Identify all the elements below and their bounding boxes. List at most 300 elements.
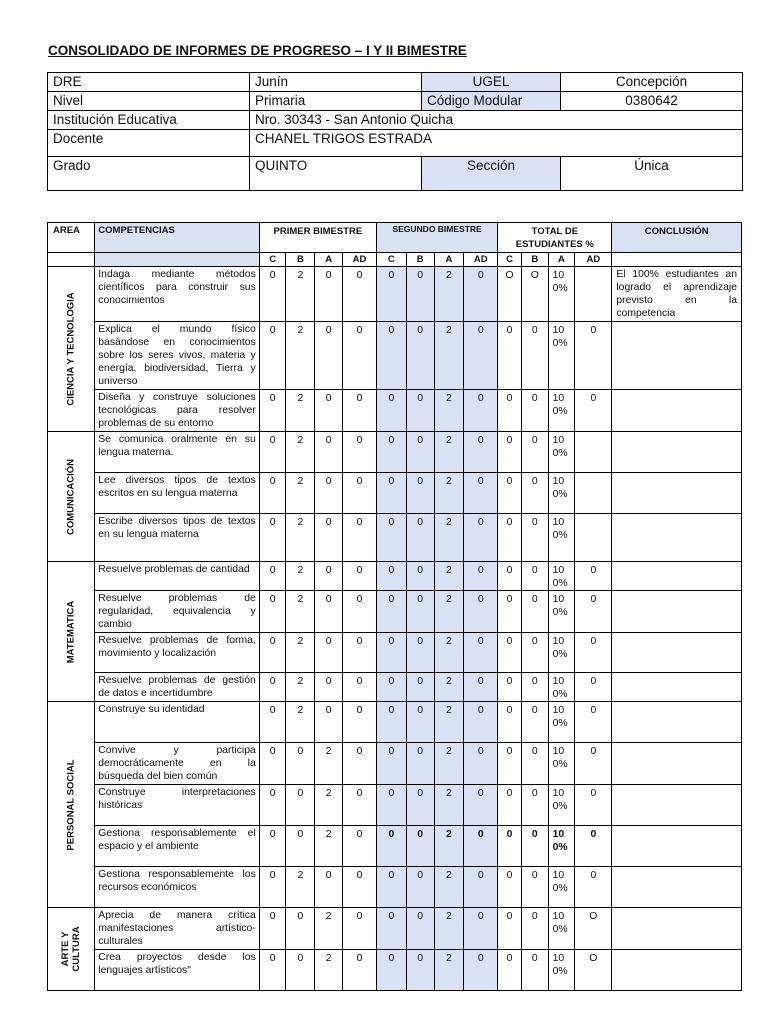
p1-value-cell: 0 <box>343 826 377 867</box>
header-p1-a: A <box>315 253 343 267</box>
p1-value-cell: 0 <box>286 826 315 867</box>
competencia-cell: Lee diversos tipos de textos escritos en su lengua materna <box>95 473 259 514</box>
p2-value-cell: 0 <box>464 785 498 826</box>
competencia-cell: Gestiona responsablemente los recursos económicos <box>95 867 259 908</box>
tot-value-cell: 100% <box>548 908 575 950</box>
p1-value-cell: 2 <box>286 867 315 908</box>
p2-value-cell: 0 <box>464 702 498 743</box>
p1-value-cell: 2 <box>286 322 315 390</box>
seccion-label: Sección <box>422 157 561 191</box>
p2-value-cell: 0 <box>406 702 434 743</box>
p2-value-cell: 0 <box>406 390 434 432</box>
tot-value-cell: 100% <box>548 432 575 473</box>
table-row <box>48 267 742 322</box>
header-p2-a: A <box>434 253 464 267</box>
p2-value-cell: 0 <box>376 950 406 991</box>
p1-value-cell: 2 <box>286 702 315 743</box>
p2-value-cell: 0 <box>376 267 406 322</box>
tot-value-cell: 0 <box>575 633 612 673</box>
header-tot-b: B <box>521 253 548 267</box>
table-row <box>48 673 742 702</box>
tot-value-cell <box>575 432 612 473</box>
p2-value-cell: 0 <box>406 673 434 702</box>
info-table <box>47 72 743 191</box>
p1-value-cell: 0 <box>315 267 343 322</box>
p1-value-cell: 0 <box>343 562 377 591</box>
p1-value-cell: 0 <box>315 867 343 908</box>
p1-value-cell: 2 <box>315 950 343 991</box>
dre-label: DRE <box>48 73 250 92</box>
nivel-label: Nivel <box>48 92 250 111</box>
table-row <box>48 432 742 473</box>
p2-value-cell: 2 <box>434 867 464 908</box>
table-row <box>48 562 742 591</box>
tot-value-cell: 0 <box>498 633 522 673</box>
tot-value-cell: 0 <box>521 432 548 473</box>
table-row <box>48 908 742 950</box>
p1-value-cell: 0 <box>315 591 343 633</box>
p1-value-cell: 0 <box>315 562 343 591</box>
competencia-cell: Explica el mundo físico basándose en conocimientos sobre los seres vivos, materia y energía, biodiversidad, Tierra y universo <box>95 322 259 390</box>
area-cell <box>48 702 95 908</box>
area-cell <box>48 908 95 991</box>
tot-value-cell: 0 <box>521 562 548 591</box>
header-p2-ad: AD <box>464 253 498 267</box>
p1-value-cell: 0 <box>259 267 286 322</box>
table-row <box>48 633 742 673</box>
conclusion-cell <box>612 785 742 826</box>
p1-value-cell: 0 <box>343 473 377 514</box>
p1-value-cell: 0 <box>343 432 377 473</box>
tot-value-cell: 0 <box>498 673 522 702</box>
conclusion-cell <box>612 826 742 867</box>
p2-value-cell: 0 <box>406 267 434 322</box>
tot-value-cell: 0 <box>575 673 612 702</box>
tot-value-cell: 0 <box>521 826 548 867</box>
p2-value-cell: 0 <box>464 514 498 562</box>
p1-value-cell: 2 <box>286 473 315 514</box>
p2-value-cell: 0 <box>464 867 498 908</box>
tot-value-cell: 0 <box>575 743 612 785</box>
p1-value-cell: 0 <box>343 673 377 702</box>
tot-value-cell: 100% <box>548 702 575 743</box>
p2-value-cell: 2 <box>434 322 464 390</box>
tot-value-cell: 0 <box>521 633 548 673</box>
p2-value-cell: 0 <box>464 743 498 785</box>
p1-value-cell: 0 <box>286 785 315 826</box>
p2-value-cell: 0 <box>406 826 434 867</box>
p1-value-cell: 0 <box>343 702 377 743</box>
p2-value-cell: 2 <box>434 591 464 633</box>
grado-value: QUINTO <box>250 157 422 191</box>
tot-value-cell: 0 <box>521 591 548 633</box>
p2-value-cell: 2 <box>434 562 464 591</box>
competencia-cell: Indaga mediante métodos científicos para construir sus conocimientos <box>95 267 259 322</box>
tot-value-cell: 100% <box>548 950 575 991</box>
p2-value-cell: 0 <box>406 743 434 785</box>
p2-value-cell: 0 <box>406 633 434 673</box>
table-row <box>48 473 742 514</box>
p2-value-cell: 0 <box>376 826 406 867</box>
p1-value-cell: 0 <box>315 390 343 432</box>
p2-value-cell: 0 <box>406 473 434 514</box>
p1-value-cell: 0 <box>343 950 377 991</box>
conclusion-cell <box>612 908 742 950</box>
p1-value-cell: 0 <box>286 950 315 991</box>
p1-value-cell: 2 <box>286 514 315 562</box>
tot-value-cell: 100% <box>548 514 575 562</box>
p2-value-cell: 0 <box>406 867 434 908</box>
header-tot-c: C <box>498 253 522 267</box>
table-row <box>48 950 742 991</box>
competencia-cell: Se comunica oralmente en su lengua materna. <box>95 432 259 473</box>
p2-value-cell: 0 <box>464 432 498 473</box>
ie-label: Institución Educativa <box>48 111 250 130</box>
p1-value-cell: 0 <box>343 908 377 950</box>
tot-value-cell: 0 <box>575 702 612 743</box>
p2-value-cell: 0 <box>376 743 406 785</box>
ugel-label: UGEL <box>422 73 561 92</box>
table-row <box>48 702 742 743</box>
tot-value-cell: 0 <box>498 322 522 390</box>
tot-value-cell: 0 <box>521 702 548 743</box>
header-primer-bimestre: PRIMER BIMESTRE <box>259 223 376 253</box>
p2-value-cell: 2 <box>434 826 464 867</box>
p1-value-cell: 0 <box>259 514 286 562</box>
p1-value-cell: 0 <box>259 633 286 673</box>
p2-value-cell: 0 <box>464 562 498 591</box>
conclusion-cell <box>612 743 742 785</box>
table-row <box>48 390 742 432</box>
tot-value-cell: 0 <box>521 322 548 390</box>
tot-value-cell: 0 <box>521 743 548 785</box>
tot-value-cell: 100% <box>548 267 575 322</box>
p2-value-cell: 0 <box>406 908 434 950</box>
tot-value-cell: O <box>498 267 522 322</box>
p2-value-cell: 2 <box>434 908 464 950</box>
conclusion-cell <box>612 432 742 473</box>
p1-value-cell: 0 <box>259 908 286 950</box>
grado-label: Grado <box>48 157 250 191</box>
competencia-cell: Resuelve problemas de forma, movimiento y localización <box>95 633 259 673</box>
header-p2-c: C <box>376 253 406 267</box>
dre-value: Junín <box>250 73 422 92</box>
competencia-cell: Aprecia de manera crítica manifestaciones artístico-culturales <box>95 908 259 950</box>
p1-value-cell: 2 <box>286 633 315 673</box>
area-label: MATEMATICA <box>65 600 77 663</box>
conclusion-cell: El 100% estudiantes an logrado el aprendizaje previsto en la competencia <box>612 267 742 322</box>
conclusion-cell <box>612 867 742 908</box>
p2-value-cell: 0 <box>464 267 498 322</box>
tot-value-cell: 100% <box>548 473 575 514</box>
tot-value-cell: O <box>521 267 548 322</box>
p1-value-cell: 0 <box>259 591 286 633</box>
p1-value-cell: 0 <box>259 432 286 473</box>
p2-value-cell: 0 <box>376 432 406 473</box>
competencia-cell: Escribe diversos tipos de textos en su lengua materna <box>95 514 259 562</box>
table-row <box>48 514 742 562</box>
tot-value-cell: 0 <box>521 867 548 908</box>
header-conclusion: CONCLUSIÓN <box>612 223 742 253</box>
p2-value-cell: 2 <box>434 432 464 473</box>
table-row <box>48 826 742 867</box>
tot-value-cell: 0 <box>498 591 522 633</box>
header-segundo-bimestre: SEGUNDO BIMESTRE <box>376 223 497 253</box>
tot-value-cell: 0 <box>521 390 548 432</box>
tot-value-cell: 0 <box>498 743 522 785</box>
table-row <box>48 591 742 633</box>
table-row <box>48 785 742 826</box>
header-total: TOTAL DE ESTUDIANTES % <box>498 223 612 253</box>
tot-value-cell: 0 <box>498 950 522 991</box>
p1-value-cell: 0 <box>315 473 343 514</box>
ie-value: Nro. 30343 - San Antonio Quicha <box>250 111 743 130</box>
p2-value-cell: 0 <box>376 562 406 591</box>
competencia-cell: Convive y participa democráticamente en la búsqueda del bien común <box>95 743 259 785</box>
p2-value-cell: 0 <box>406 785 434 826</box>
tot-value-cell: 0 <box>498 702 522 743</box>
tot-value-cell: 0 <box>521 785 548 826</box>
ugel-value: Concepción <box>561 73 743 92</box>
p2-value-cell: 0 <box>406 432 434 473</box>
tot-value-cell: 0 <box>575 591 612 633</box>
conclusion-cell <box>612 514 742 562</box>
tot-value-cell: 100% <box>548 867 575 908</box>
tot-value-cell: 0 <box>521 673 548 702</box>
p1-value-cell: 2 <box>286 390 315 432</box>
p2-value-cell: 0 <box>376 514 406 562</box>
p2-value-cell: 2 <box>434 950 464 991</box>
p2-value-cell: 2 <box>434 633 464 673</box>
competencia-cell: Gestiona responsablemente el espacio y el ambiente <box>95 826 259 867</box>
header-tot-a: A <box>548 253 575 267</box>
p2-value-cell: 0 <box>406 591 434 633</box>
tot-value-cell: 100% <box>548 785 575 826</box>
p1-value-cell: 0 <box>343 785 377 826</box>
codigo-value: 0380642 <box>561 92 743 111</box>
p1-value-cell: 0 <box>315 673 343 702</box>
p1-value-cell: 2 <box>286 267 315 322</box>
p2-value-cell: 0 <box>464 322 498 390</box>
p2-value-cell: 2 <box>434 473 464 514</box>
table-row <box>48 322 742 390</box>
conclusion-cell <box>612 591 742 633</box>
p2-value-cell: 0 <box>406 562 434 591</box>
p1-value-cell: 0 <box>343 390 377 432</box>
table-row <box>48 743 742 785</box>
nivel-value: Primaria <box>250 92 422 111</box>
competencia-cell: Resuelve problemas de gestión de datos e incertidumbre <box>95 673 259 702</box>
p2-value-cell: 0 <box>464 908 498 950</box>
tot-value-cell: 0 <box>521 473 548 514</box>
p1-value-cell: 0 <box>286 743 315 785</box>
p1-value-cell: 2 <box>286 673 315 702</box>
tot-value-cell: 0 <box>498 562 522 591</box>
p1-value-cell: 0 <box>259 867 286 908</box>
p2-value-cell: 0 <box>376 785 406 826</box>
p1-value-cell: 0 <box>259 562 286 591</box>
tot-value-cell: 0 <box>575 785 612 826</box>
area-cell <box>48 562 95 702</box>
area-label: COMUNICACIÓN <box>65 458 77 535</box>
p1-value-cell: 0 <box>343 591 377 633</box>
p2-value-cell: 0 <box>406 950 434 991</box>
tot-value-cell: O <box>575 950 612 991</box>
p1-value-cell: 0 <box>343 867 377 908</box>
p2-value-cell: 0 <box>406 322 434 390</box>
header-p1-b: B <box>286 253 315 267</box>
p2-value-cell: 0 <box>376 702 406 743</box>
conclusion-cell <box>612 950 742 991</box>
competencia-cell: Diseña y construye soluciones tecnológicas para resolver problemas de su entorno <box>95 390 259 432</box>
tot-value-cell: 0 <box>498 785 522 826</box>
header-p1-c: C <box>259 253 286 267</box>
p2-value-cell: 0 <box>376 633 406 673</box>
p1-value-cell: 0 <box>315 633 343 673</box>
p2-value-cell: 0 <box>464 950 498 991</box>
conclusion-cell <box>612 322 742 390</box>
p1-value-cell: 0 <box>259 390 286 432</box>
conclusion-cell <box>612 390 742 432</box>
conclusion-cell <box>612 702 742 743</box>
p2-value-cell: 0 <box>376 322 406 390</box>
p1-value-cell: 2 <box>315 826 343 867</box>
p1-value-cell: 0 <box>315 702 343 743</box>
p2-value-cell: 0 <box>464 673 498 702</box>
p1-value-cell: 0 <box>259 826 286 867</box>
seccion-value: Única <box>561 157 743 191</box>
header-area: AREA <box>48 223 95 253</box>
header-p2-b: B <box>406 253 434 267</box>
p1-value-cell: 0 <box>315 322 343 390</box>
tot-value-cell: 100% <box>548 390 575 432</box>
p1-value-cell: 0 <box>343 267 377 322</box>
p1-value-cell: 0 <box>259 743 286 785</box>
p2-value-cell: 0 <box>376 673 406 702</box>
tot-value-cell <box>575 514 612 562</box>
header-competencias: COMPETENCIAS <box>95 223 259 253</box>
competencia-cell: Resuelve problemas de cantidad <box>95 562 259 591</box>
area-cell <box>48 267 95 432</box>
p1-value-cell: 0 <box>315 432 343 473</box>
p1-value-cell: 2 <box>315 785 343 826</box>
page-title: CONSOLIDADO DE INFORMES DE PROGRESO – I Y II BIMESTRE <box>48 43 467 58</box>
tot-value-cell: 0 <box>521 514 548 562</box>
p2-value-cell: 0 <box>464 826 498 867</box>
tot-value-cell: 100% <box>548 562 575 591</box>
p2-value-cell: 2 <box>434 743 464 785</box>
tot-value-cell: 100% <box>548 633 575 673</box>
p2-value-cell: 0 <box>464 390 498 432</box>
p1-value-cell: 0 <box>259 785 286 826</box>
p1-value-cell: 0 <box>343 633 377 673</box>
p2-value-cell: 0 <box>406 514 434 562</box>
p2-value-cell: 2 <box>434 267 464 322</box>
competencia-cell: Construye interpretaciones históricas <box>95 785 259 826</box>
area-cell <box>48 432 95 562</box>
header-p1-ad: AD <box>343 253 377 267</box>
tot-value-cell: 100% <box>548 591 575 633</box>
p2-value-cell: 2 <box>434 702 464 743</box>
p1-value-cell: 0 <box>259 322 286 390</box>
tot-value-cell: 0 <box>575 562 612 591</box>
conclusion-cell <box>612 473 742 514</box>
p1-value-cell: 0 <box>259 673 286 702</box>
p2-value-cell: 2 <box>434 514 464 562</box>
conclusion-cell <box>612 562 742 591</box>
tot-value-cell: 0 <box>498 826 522 867</box>
p1-value-cell: 2 <box>315 908 343 950</box>
progress-table <box>47 222 742 991</box>
p1-value-cell: 2 <box>286 591 315 633</box>
tot-value-cell: 0 <box>498 473 522 514</box>
p1-value-cell: 0 <box>343 743 377 785</box>
header-tot-ad: AD <box>575 253 612 267</box>
p1-value-cell: 0 <box>259 950 286 991</box>
p2-value-cell: 0 <box>376 867 406 908</box>
p1-value-cell: 0 <box>315 514 343 562</box>
codigo-label: Código Modular <box>422 92 561 111</box>
p2-value-cell: 0 <box>464 473 498 514</box>
tot-value-cell: 100% <box>548 322 575 390</box>
area-label: CIENCIA Y TECNOLOGIA <box>65 292 77 406</box>
p1-value-cell: 0 <box>259 702 286 743</box>
p1-value-cell: 2 <box>286 432 315 473</box>
p2-value-cell: 0 <box>464 633 498 673</box>
conclusion-cell <box>612 673 742 702</box>
tot-value-cell <box>575 473 612 514</box>
competencia-cell: Construye su identidad <box>95 702 259 743</box>
competencia-cell: Resuelve problemas de regularidad, equivalencia y cambio <box>95 591 259 633</box>
tot-value-cell: 0 <box>521 908 548 950</box>
table-row <box>48 867 742 908</box>
p1-value-cell: 0 <box>286 908 315 950</box>
tot-value-cell: 100% <box>548 673 575 702</box>
tot-value-cell: 0 <box>575 390 612 432</box>
p1-value-cell: 2 <box>286 562 315 591</box>
conclusion-cell <box>612 633 742 673</box>
area-label: ARTE Y CULTURA <box>60 926 83 972</box>
area-label: PERSONAL SOCIAL <box>65 758 77 851</box>
p2-value-cell: 0 <box>376 908 406 950</box>
p1-value-cell: 0 <box>343 514 377 562</box>
tot-value-cell: 0 <box>575 826 612 867</box>
p2-value-cell: 0 <box>464 591 498 633</box>
p2-value-cell: 0 <box>376 591 406 633</box>
p2-value-cell: 0 <box>376 390 406 432</box>
p2-value-cell: 0 <box>376 473 406 514</box>
p2-value-cell: 2 <box>434 390 464 432</box>
p2-value-cell: 2 <box>434 673 464 702</box>
tot-value-cell: 0 <box>521 950 548 991</box>
tot-value-cell: O <box>575 908 612 950</box>
competencia-cell: Crea proyectos desde los lenguajes artísticos" <box>95 950 259 991</box>
tot-value-cell: 0 <box>498 390 522 432</box>
tot-value-cell: 0 <box>498 867 522 908</box>
p1-value-cell: 0 <box>259 473 286 514</box>
tot-value-cell: 100% <box>548 826 575 867</box>
docente-value: CHANEL TRIGOS ESTRADA <box>250 130 743 157</box>
p1-value-cell: 2 <box>315 743 343 785</box>
tot-value-cell: 100% <box>548 743 575 785</box>
docente-label: Docente <box>48 130 250 157</box>
tot-value-cell: 0 <box>575 867 612 908</box>
tot-value-cell: 0 <box>498 908 522 950</box>
tot-value-cell <box>575 267 612 322</box>
p2-value-cell: 2 <box>434 785 464 826</box>
tot-value-cell: 0 <box>498 432 522 473</box>
tot-value-cell: 0 <box>575 322 612 390</box>
